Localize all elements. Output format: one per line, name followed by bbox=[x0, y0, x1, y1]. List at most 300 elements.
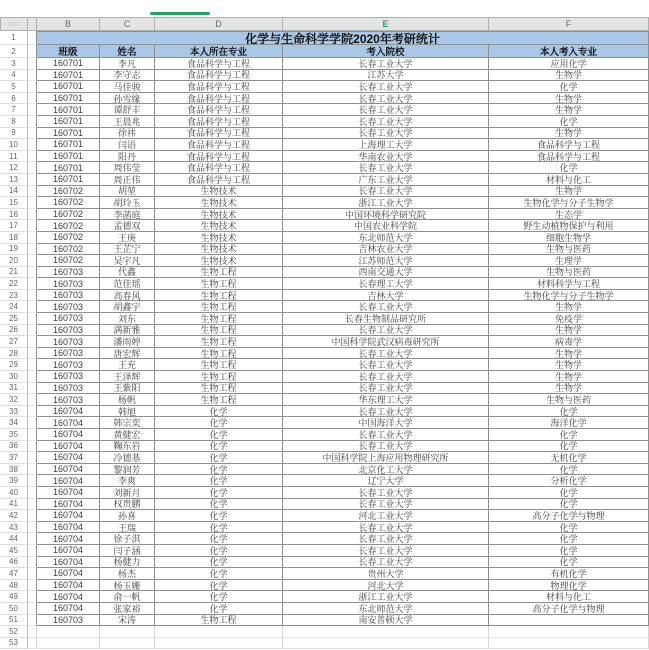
data-cell[interactable]: 食品科学与工程 bbox=[155, 128, 283, 140]
data-cell[interactable]: 应用化学 bbox=[489, 58, 649, 70]
data-cell[interactable]: 韩宗奕 bbox=[100, 417, 155, 429]
data-cell[interactable]: 化学 bbox=[155, 499, 283, 511]
data-cell[interactable]: 李爽 bbox=[100, 475, 155, 487]
data-cell[interactable]: 中国农业科学院 bbox=[283, 220, 489, 232]
data-cell[interactable]: 材料与化工 bbox=[489, 174, 649, 186]
cell-A15[interactable] bbox=[28, 197, 37, 209]
data-cell[interactable]: 化学 bbox=[489, 162, 649, 174]
data-cell[interactable]: 长春工业大学 bbox=[283, 441, 489, 453]
data-cell[interactable] bbox=[283, 626, 489, 638]
data-cell[interactable]: 食品科学与工程 bbox=[155, 70, 283, 82]
row-header-46[interactable]: 46 bbox=[0, 557, 28, 569]
data-cell[interactable]: 西南交通大学 bbox=[283, 267, 489, 279]
row-header-19[interactable]: 19 bbox=[0, 244, 28, 256]
data-cell[interactable]: 食品科学与工程 bbox=[155, 81, 283, 93]
cell-A37[interactable] bbox=[28, 452, 37, 464]
data-cell[interactable]: 王芷宁 bbox=[100, 244, 155, 256]
data-cell[interactable]: 160704 bbox=[37, 499, 100, 511]
cell-A50[interactable] bbox=[28, 603, 37, 615]
cell-A16[interactable] bbox=[28, 209, 37, 221]
data-cell[interactable] bbox=[489, 626, 649, 638]
data-cell[interactable]: 胡堃 bbox=[100, 186, 155, 198]
data-cell[interactable]: 生物工程 bbox=[155, 313, 283, 325]
data-cell[interactable]: 化学 bbox=[489, 533, 649, 545]
data-cell[interactable]: 宋涛 bbox=[100, 615, 155, 627]
row-header-31[interactable]: 31 bbox=[0, 383, 28, 395]
data-cell[interactable]: 生物学 bbox=[489, 93, 649, 105]
data-cell[interactable]: 生物技术 bbox=[155, 197, 283, 209]
cell-A9[interactable] bbox=[28, 128, 37, 140]
data-cell[interactable]: 160701 bbox=[37, 128, 100, 140]
data-cell[interactable]: 中国环境科学研究院 bbox=[283, 209, 489, 221]
cell-A49[interactable] bbox=[28, 591, 37, 603]
data-cell[interactable]: 化学 bbox=[489, 441, 649, 453]
data-cell[interactable]: 长春生物制品研究所 bbox=[283, 313, 489, 325]
data-cell[interactable]: 浙江工业大学 bbox=[283, 197, 489, 209]
cell-A22[interactable] bbox=[28, 278, 37, 290]
select-all-corner[interactable]: xlsx bbox=[0, 17, 28, 31]
data-cell[interactable]: 南安普顿大学 bbox=[283, 615, 489, 627]
data-cell[interactable]: 马佳骏 bbox=[100, 81, 155, 93]
data-cell[interactable]: 生物技术 bbox=[155, 209, 283, 221]
data-cell[interactable]: 吉林大学 bbox=[283, 290, 489, 302]
row-header-24[interactable]: 24 bbox=[0, 301, 28, 313]
data-cell[interactable]: 生物与医药 bbox=[489, 394, 649, 406]
row-header-44[interactable]: 44 bbox=[0, 533, 28, 545]
row-header-7[interactable]: 7 bbox=[0, 104, 28, 116]
data-cell[interactable]: 生物学 bbox=[489, 104, 649, 116]
data-cell[interactable]: 浙江工业大学 bbox=[283, 591, 489, 603]
row-header-17[interactable]: 17 bbox=[0, 220, 28, 232]
cell-A32[interactable] bbox=[28, 394, 37, 406]
cell-A42[interactable] bbox=[28, 510, 37, 522]
row-header-21[interactable]: 21 bbox=[0, 267, 28, 279]
data-cell[interactable]: 160701 bbox=[37, 151, 100, 163]
cell-A2[interactable] bbox=[28, 45, 37, 58]
cell-A29[interactable] bbox=[28, 359, 37, 371]
data-cell[interactable]: 长春工业大学 bbox=[283, 348, 489, 360]
data-cell[interactable]: 食品科学与工程 bbox=[155, 174, 283, 186]
row-header-13[interactable]: 13 bbox=[0, 174, 28, 186]
row-header-45[interactable]: 45 bbox=[0, 545, 28, 557]
cell-A23[interactable] bbox=[28, 290, 37, 302]
data-cell[interactable]: 化学 bbox=[489, 499, 649, 511]
data-cell[interactable]: 阳丹 bbox=[100, 151, 155, 163]
data-cell[interactable]: 李菡庭 bbox=[100, 209, 155, 221]
cell-A40[interactable] bbox=[28, 487, 37, 499]
data-cell[interactable]: 化学 bbox=[489, 557, 649, 569]
data-cell[interactable]: 胡玲玉 bbox=[100, 197, 155, 209]
header-cell[interactable]: 姓名 bbox=[100, 45, 155, 58]
data-cell[interactable]: 生物工程 bbox=[155, 615, 283, 627]
data-cell[interactable]: 生物工程 bbox=[155, 359, 283, 371]
data-cell[interactable]: 长春工业大学 bbox=[283, 429, 489, 441]
data-cell[interactable]: 权贵鹏 bbox=[100, 499, 155, 511]
row-header-51[interactable]: 51 bbox=[0, 615, 28, 627]
data-cell[interactable]: 160701 bbox=[37, 116, 100, 128]
data-cell[interactable]: 长春工业大学 bbox=[283, 116, 489, 128]
data-cell[interactable]: 160702 bbox=[37, 255, 100, 267]
row-header-53[interactable]: 53 bbox=[0, 638, 28, 650]
row-header-37[interactable]: 37 bbox=[0, 452, 28, 464]
data-cell[interactable]: 生态学 bbox=[489, 209, 649, 221]
data-cell[interactable]: 生物工程 bbox=[155, 290, 283, 302]
data-cell[interactable] bbox=[100, 626, 155, 638]
data-cell[interactable]: 杨杰 bbox=[100, 568, 155, 580]
data-cell[interactable]: 化学 bbox=[155, 522, 283, 534]
data-cell[interactable]: 冷德基 bbox=[100, 452, 155, 464]
data-cell[interactable]: 160704 bbox=[37, 475, 100, 487]
cell-A8[interactable] bbox=[28, 116, 37, 128]
data-cell[interactable]: 谭舒丰 bbox=[100, 104, 155, 116]
data-cell[interactable]: 160702 bbox=[37, 244, 100, 256]
data-cell[interactable]: 高分子化学与物理 bbox=[489, 510, 649, 522]
data-cell[interactable]: 160701 bbox=[37, 174, 100, 186]
data-cell[interactable]: 高春风 bbox=[100, 290, 155, 302]
data-cell[interactable]: 闫子涵 bbox=[100, 545, 155, 557]
data-cell[interactable]: 长春工业大学 bbox=[283, 533, 489, 545]
data-cell[interactable]: 满新雅 bbox=[100, 325, 155, 337]
data-cell[interactable]: 长春工业大学 bbox=[283, 162, 489, 174]
data-cell[interactable]: 杨帆 bbox=[100, 394, 155, 406]
data-cell[interactable]: 孙喜 bbox=[100, 510, 155, 522]
row-header-15[interactable]: 15 bbox=[0, 197, 28, 209]
data-cell[interactable]: 160703 bbox=[37, 325, 100, 337]
row-header-52[interactable]: 52 bbox=[0, 626, 28, 638]
data-cell[interactable]: 长春工业大学 bbox=[283, 128, 489, 140]
data-cell[interactable]: 张家裕 bbox=[100, 603, 155, 615]
title-cell[interactable]: 化学与生命科学学院2020年考研统计 bbox=[37, 31, 649, 45]
data-cell[interactable]: 野生动植物保护与利用 bbox=[489, 220, 649, 232]
column-header-B[interactable]: B bbox=[37, 17, 100, 31]
cell-A14[interactable] bbox=[28, 186, 37, 198]
data-cell[interactable]: 周伟莹 bbox=[100, 162, 155, 174]
cell-A12[interactable] bbox=[28, 162, 37, 174]
cell-A45[interactable] bbox=[28, 545, 37, 557]
data-cell[interactable]: 生物工程 bbox=[155, 336, 283, 348]
data-cell[interactable]: 李守志 bbox=[100, 70, 155, 82]
data-cell[interactable]: 160704 bbox=[37, 510, 100, 522]
cell-A20[interactable] bbox=[28, 255, 37, 267]
cell-A44[interactable] bbox=[28, 533, 37, 545]
data-cell[interactable]: 生物学 bbox=[489, 371, 649, 383]
data-cell[interactable] bbox=[37, 626, 100, 638]
cell-A1[interactable] bbox=[28, 31, 37, 45]
data-cell[interactable]: 化学 bbox=[155, 406, 283, 418]
data-cell[interactable]: 周正伟 bbox=[100, 174, 155, 186]
data-cell[interactable]: 生物学 bbox=[489, 186, 649, 198]
data-cell[interactable]: 160703 bbox=[37, 267, 100, 279]
data-cell[interactable]: 160703 bbox=[37, 371, 100, 383]
data-cell[interactable]: 160704 bbox=[37, 429, 100, 441]
data-cell[interactable]: 生物工程 bbox=[155, 394, 283, 406]
data-cell[interactable]: 材料与化工 bbox=[489, 591, 649, 603]
data-cell[interactable]: 孙雪缘 bbox=[100, 93, 155, 105]
data-cell[interactable]: 生物技术 bbox=[155, 255, 283, 267]
row-header-28[interactable]: 28 bbox=[0, 348, 28, 360]
data-cell[interactable]: 生物技术 bbox=[155, 244, 283, 256]
data-cell[interactable]: 贵州大学 bbox=[283, 568, 489, 580]
data-cell[interactable]: 化学 bbox=[489, 81, 649, 93]
cell-A17[interactable] bbox=[28, 220, 37, 232]
cell-A28[interactable] bbox=[28, 348, 37, 360]
data-cell[interactable]: 生物化学与分子生物学 bbox=[489, 197, 649, 209]
row-header-50[interactable]: 50 bbox=[0, 603, 28, 615]
data-cell[interactable]: 160704 bbox=[37, 603, 100, 615]
cell-A10[interactable] bbox=[28, 139, 37, 151]
data-cell[interactable]: 分析化学 bbox=[489, 475, 649, 487]
row-header-4[interactable]: 4 bbox=[0, 70, 28, 82]
data-cell[interactable]: 杨健力 bbox=[100, 557, 155, 569]
row-header-34[interactable]: 34 bbox=[0, 417, 28, 429]
data-cell[interactable]: 有机化学 bbox=[489, 568, 649, 580]
data-cell[interactable]: 东北师范大学 bbox=[283, 603, 489, 615]
data-cell[interactable]: 160703 bbox=[37, 615, 100, 627]
cell-A11[interactable] bbox=[28, 151, 37, 163]
data-cell[interactable]: 生物技术 bbox=[155, 186, 283, 198]
data-cell[interactable]: 中国海洋大学 bbox=[283, 417, 489, 429]
cell-A51[interactable] bbox=[28, 615, 37, 627]
data-cell[interactable] bbox=[489, 615, 649, 627]
cell-A6[interactable] bbox=[28, 93, 37, 105]
row-header-40[interactable]: 40 bbox=[0, 487, 28, 499]
data-cell[interactable]: 长春工业大学 bbox=[283, 499, 489, 511]
cell-A4[interactable] bbox=[28, 70, 37, 82]
data-cell[interactable]: 俞一帆 bbox=[100, 591, 155, 603]
row-header-26[interactable]: 26 bbox=[0, 325, 28, 337]
data-cell[interactable]: 生物学 bbox=[489, 383, 649, 395]
row-header-32[interactable]: 32 bbox=[0, 394, 28, 406]
data-cell[interactable]: 160702 bbox=[37, 220, 100, 232]
cell-A25[interactable] bbox=[28, 313, 37, 325]
data-cell[interactable]: 化学 bbox=[489, 429, 649, 441]
row-header-43[interactable]: 43 bbox=[0, 522, 28, 534]
data-cell[interactable]: 160701 bbox=[37, 70, 100, 82]
row-header-48[interactable]: 48 bbox=[0, 580, 28, 592]
data-cell[interactable]: 生物学 bbox=[489, 301, 649, 313]
data-cell[interactable]: 生物学 bbox=[489, 128, 649, 140]
data-cell[interactable]: 范佳瑶 bbox=[100, 278, 155, 290]
data-cell[interactable]: 广东工业大学 bbox=[283, 174, 489, 186]
data-cell[interactable]: 长春工业大学 bbox=[283, 186, 489, 198]
header-cell[interactable]: 本人考入专业 bbox=[489, 45, 649, 58]
data-cell[interactable]: 潘雨婷 bbox=[100, 336, 155, 348]
data-cell[interactable]: 食品科学与工程 bbox=[155, 139, 283, 151]
data-cell[interactable]: 160702 bbox=[37, 186, 100, 198]
data-cell[interactable]: 160703 bbox=[37, 394, 100, 406]
data-cell[interactable]: 160702 bbox=[37, 197, 100, 209]
row-header-38[interactable]: 38 bbox=[0, 464, 28, 476]
data-cell[interactable]: 化学 bbox=[155, 580, 283, 592]
cell-A47[interactable] bbox=[28, 568, 37, 580]
row-header-33[interactable]: 33 bbox=[0, 406, 28, 418]
data-cell[interactable]: 生物学 bbox=[489, 70, 649, 82]
data-cell[interactable]: 生物化学与分子生物学 bbox=[489, 290, 649, 302]
data-cell[interactable]: 物理化学 bbox=[489, 580, 649, 592]
cell-A48[interactable] bbox=[28, 580, 37, 592]
data-cell[interactable]: 河北大学 bbox=[283, 580, 489, 592]
data-cell[interactable]: 化学 bbox=[155, 545, 283, 557]
cell-A33[interactable] bbox=[28, 406, 37, 418]
data-cell[interactable]: 生物学 bbox=[489, 359, 649, 371]
data-cell[interactable]: 食品科学与工程 bbox=[155, 116, 283, 128]
data-cell[interactable]: 上海理工大学 bbox=[283, 139, 489, 151]
cell-A36[interactable] bbox=[28, 441, 37, 453]
data-cell[interactable]: 辽宁大学 bbox=[283, 475, 489, 487]
row-header-49[interactable]: 49 bbox=[0, 591, 28, 603]
data-cell[interactable]: 代鑫 bbox=[100, 267, 155, 279]
column-header-F[interactable]: F bbox=[489, 17, 649, 31]
header-cell[interactable]: 考入院校 bbox=[283, 45, 489, 58]
data-cell[interactable]: 食品科学与工程 bbox=[489, 151, 649, 163]
cell-A19[interactable] bbox=[28, 244, 37, 256]
cell-A3[interactable] bbox=[28, 58, 37, 70]
data-cell[interactable]: 生物与医药 bbox=[489, 244, 649, 256]
row-header-41[interactable]: 41 bbox=[0, 499, 28, 511]
row-header-25[interactable]: 25 bbox=[0, 313, 28, 325]
data-cell[interactable]: 生物工程 bbox=[155, 278, 283, 290]
cell-A35[interactable] bbox=[28, 429, 37, 441]
cell-A39[interactable] bbox=[28, 475, 37, 487]
data-cell[interactable]: 化学 bbox=[155, 591, 283, 603]
data-cell[interactable]: 华东理工大学 bbox=[283, 394, 489, 406]
data-cell[interactable]: 黎润芳 bbox=[100, 464, 155, 476]
data-cell[interactable]: 华南农业大学 bbox=[283, 151, 489, 163]
cell-A21[interactable] bbox=[28, 267, 37, 279]
data-cell[interactable]: 食品科学与工程 bbox=[155, 58, 283, 70]
cell-A41[interactable] bbox=[28, 499, 37, 511]
data-cell[interactable]: 化学 bbox=[155, 429, 283, 441]
row-header-47[interactable]: 47 bbox=[0, 568, 28, 580]
cell-A27[interactable] bbox=[28, 336, 37, 348]
row-header-20[interactable]: 20 bbox=[0, 255, 28, 267]
data-cell[interactable]: 生物与医药 bbox=[489, 267, 649, 279]
data-cell[interactable]: 化学 bbox=[489, 116, 649, 128]
row-header-35[interactable]: 35 bbox=[0, 429, 28, 441]
data-cell[interactable]: 化学 bbox=[489, 545, 649, 557]
data-cell[interactable]: 生物工程 bbox=[155, 348, 283, 360]
row-header-1[interactable]: 1 bbox=[0, 31, 28, 45]
cell-A13[interactable] bbox=[28, 174, 37, 186]
data-cell[interactable]: 化学 bbox=[489, 522, 649, 534]
data-cell[interactable]: 160701 bbox=[37, 162, 100, 174]
data-cell[interactable] bbox=[37, 638, 100, 650]
data-cell[interactable]: 长春工业大学 bbox=[283, 545, 489, 557]
cell-A30[interactable] bbox=[28, 371, 37, 383]
data-cell[interactable]: 生物工程 bbox=[155, 301, 283, 313]
data-cell[interactable] bbox=[155, 638, 283, 650]
data-cell[interactable]: 长春工业大学 bbox=[283, 58, 489, 70]
data-cell[interactable]: 长春工业大学 bbox=[283, 93, 489, 105]
data-cell[interactable]: 海洋化学 bbox=[489, 417, 649, 429]
row-header-39[interactable]: 39 bbox=[0, 475, 28, 487]
data-cell[interactable]: 孟德双 bbox=[100, 220, 155, 232]
data-cell[interactable]: 胡鑫宇 bbox=[100, 301, 155, 313]
data-cell[interactable]: 北京化工大学 bbox=[283, 464, 489, 476]
row-header-18[interactable]: 18 bbox=[0, 232, 28, 244]
data-cell[interactable]: 王晨兆 bbox=[100, 116, 155, 128]
data-cell[interactable]: 刘新月 bbox=[100, 487, 155, 499]
data-cell[interactable]: 160704 bbox=[37, 441, 100, 453]
data-cell[interactable]: 徐祎 bbox=[100, 128, 155, 140]
data-cell[interactable]: 160701 bbox=[37, 104, 100, 116]
data-cell[interactable] bbox=[100, 638, 155, 650]
data-cell[interactable]: 化学 bbox=[155, 568, 283, 580]
data-cell[interactable]: 160704 bbox=[37, 452, 100, 464]
row-header-3[interactable]: 3 bbox=[0, 58, 28, 70]
data-cell[interactable]: 生物工程 bbox=[155, 325, 283, 337]
row-header-29[interactable]: 29 bbox=[0, 359, 28, 371]
data-cell[interactable]: 160703 bbox=[37, 336, 100, 348]
data-cell[interactable]: 160704 bbox=[37, 522, 100, 534]
cell-A52[interactable] bbox=[28, 626, 37, 638]
row-header-16[interactable]: 16 bbox=[0, 209, 28, 221]
data-cell[interactable]: 生物技术 bbox=[155, 220, 283, 232]
cell-A34[interactable] bbox=[28, 417, 37, 429]
data-cell[interactable]: 生物工程 bbox=[155, 267, 283, 279]
row-header-23[interactable]: 23 bbox=[0, 290, 28, 302]
row-header-6[interactable]: 6 bbox=[0, 93, 28, 105]
row-header-8[interactable]: 8 bbox=[0, 116, 28, 128]
row-header-30[interactable]: 30 bbox=[0, 371, 28, 383]
data-cell[interactable] bbox=[489, 638, 649, 650]
data-cell[interactable]: 生理学 bbox=[489, 255, 649, 267]
data-cell[interactable]: 160704 bbox=[37, 417, 100, 429]
data-cell[interactable]: 化学 bbox=[155, 557, 283, 569]
data-cell[interactable]: 160702 bbox=[37, 232, 100, 244]
row-header-11[interactable]: 11 bbox=[0, 151, 28, 163]
cell-A5[interactable] bbox=[28, 81, 37, 93]
cell-A43[interactable] bbox=[28, 522, 37, 534]
column-header-E[interactable]: E bbox=[283, 17, 489, 31]
data-cell[interactable]: 细胞生物学 bbox=[489, 232, 649, 244]
row-header-12[interactable]: 12 bbox=[0, 162, 28, 174]
row-header-10[interactable]: 10 bbox=[0, 139, 28, 151]
data-cell[interactable]: 长春工业大学 bbox=[283, 522, 489, 534]
data-cell[interactable]: 160703 bbox=[37, 301, 100, 313]
data-cell[interactable]: 160701 bbox=[37, 58, 100, 70]
data-cell[interactable]: 食品科学与工程 bbox=[489, 139, 649, 151]
data-cell[interactable]: 160704 bbox=[37, 545, 100, 557]
data-cell[interactable]: 长春工业大学 bbox=[283, 359, 489, 371]
data-cell[interactable]: 160701 bbox=[37, 93, 100, 105]
data-cell[interactable]: 生物学 bbox=[489, 325, 649, 337]
data-cell[interactable]: 中国科学院上海应用物理研究所 bbox=[283, 452, 489, 464]
data-cell[interactable]: 生物工程 bbox=[155, 371, 283, 383]
data-cell[interactable]: 化学 bbox=[489, 464, 649, 476]
data-cell[interactable]: 160704 bbox=[37, 557, 100, 569]
data-cell[interactable]: 食品科学与工程 bbox=[155, 104, 283, 116]
data-cell[interactable]: 病毒学 bbox=[489, 336, 649, 348]
data-cell[interactable]: 闫语 bbox=[100, 139, 155, 151]
row-header-2[interactable]: 2 bbox=[0, 45, 28, 58]
data-cell[interactable]: 刘东 bbox=[100, 313, 155, 325]
header-cell[interactable]: 班级 bbox=[37, 45, 100, 58]
data-cell[interactable]: 化学 bbox=[489, 487, 649, 499]
data-cell[interactable]: 160703 bbox=[37, 290, 100, 302]
data-cell[interactable]: 唐宏辉 bbox=[100, 348, 155, 360]
data-cell[interactable]: 东北师范大学 bbox=[283, 232, 489, 244]
data-cell[interactable]: 长春工业大学 bbox=[283, 81, 489, 93]
row-header-36[interactable]: 36 bbox=[0, 441, 28, 453]
data-cell[interactable]: 化学 bbox=[155, 417, 283, 429]
data-cell[interactable]: 江苏大学 bbox=[283, 70, 489, 82]
data-cell[interactable]: 长春工业大学 bbox=[283, 557, 489, 569]
row-header-42[interactable]: 42 bbox=[0, 510, 28, 522]
data-cell[interactable]: 化学 bbox=[155, 464, 283, 476]
data-cell[interactable]: 长春理工大学 bbox=[283, 278, 489, 290]
data-cell[interactable]: 生物学 bbox=[489, 348, 649, 360]
